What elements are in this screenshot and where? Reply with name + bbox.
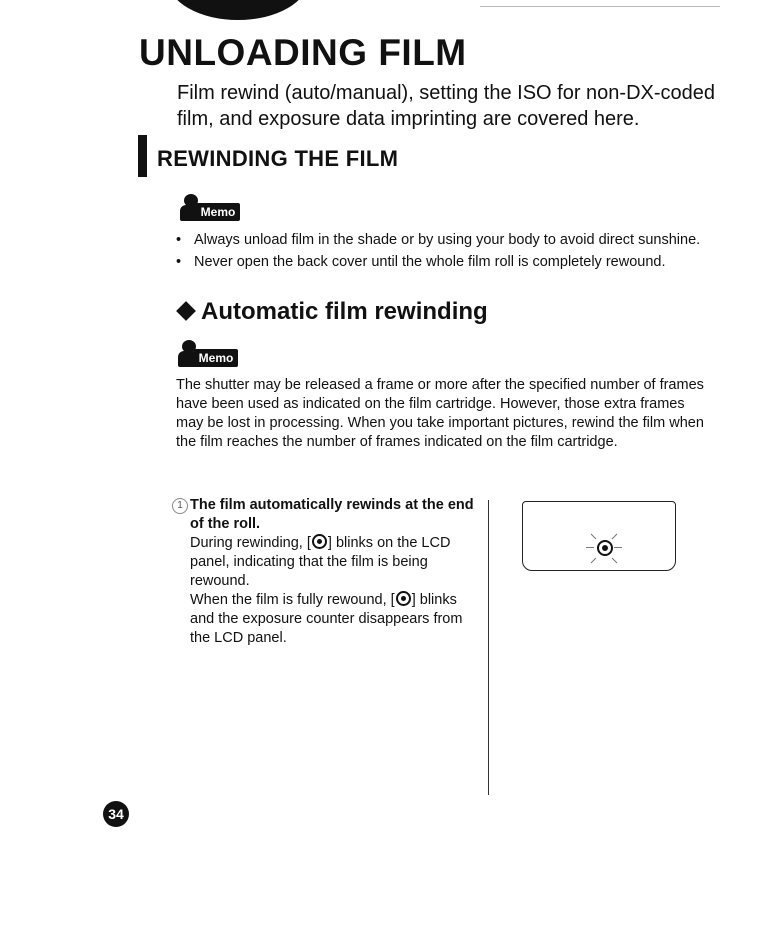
- section-bar: [138, 135, 147, 177]
- column-divider: [488, 500, 489, 795]
- diamond-bullet-icon: [176, 301, 196, 321]
- memo-paragraph: The shutter may be released a frame or more after the specified number of frames have been used as indicated on the film cartridge. However, those extra frames may be lost in processing. When you take important pictures, rewind the film when the film reaches the number of frames indicated on the film cartridge.: [176, 377, 704, 450]
- subsection-heading: [176, 298, 488, 326]
- memo-icon: [176, 338, 240, 372]
- lcd-panel-illustration: [522, 501, 676, 571]
- top-rule: [480, 6, 720, 7]
- step-text: ] blinks on the LCD panel, indicating that the film is being rewound.: [190, 535, 451, 589]
- step-text: When the film is fully rewound, [: [190, 592, 395, 608]
- step-text: ] blinks and the exposure counter disappears from the LCD panel.: [190, 592, 463, 646]
- step-number: 1: [172, 498, 188, 514]
- intro-text: Film rewind (auto/manual), setting the ISO for non-DX-coded film, and exposure data imprinting are covered here.: [177, 82, 716, 130]
- memo-label: Memo: [196, 203, 240, 221]
- step-body-b: [190, 591, 482, 648]
- section-heading: REWINDING THE FILM: [157, 146, 399, 171]
- subsection-heading-text: Automatic film rewinding: [201, 298, 488, 325]
- decorative-tab: [168, 0, 308, 20]
- memo-label: Memo: [194, 349, 238, 367]
- page-title: UNLOADING FILM: [139, 32, 467, 73]
- step-body-a: [190, 534, 482, 591]
- page-number: 34: [103, 801, 129, 827]
- film-rewind-icon: [312, 534, 327, 549]
- memo-icon: [178, 192, 242, 226]
- list-item: • Never open the back cover until the whole film roll is completely rewound.: [174, 253, 714, 271]
- film-rewind-icon: [396, 591, 411, 606]
- step-text: During rewinding, [: [190, 535, 311, 551]
- step-title: The film automatically rewinds at the end of the roll.: [190, 497, 474, 532]
- list-item: • Always unload film in the shade or by using your body to avoid direct sunshine.: [174, 231, 714, 249]
- memo-list: [174, 231, 714, 275]
- step-1: [172, 496, 482, 648]
- blink-ray: [614, 547, 622, 548]
- film-rewind-icon: [597, 540, 613, 556]
- blink-ray: [586, 547, 594, 548]
